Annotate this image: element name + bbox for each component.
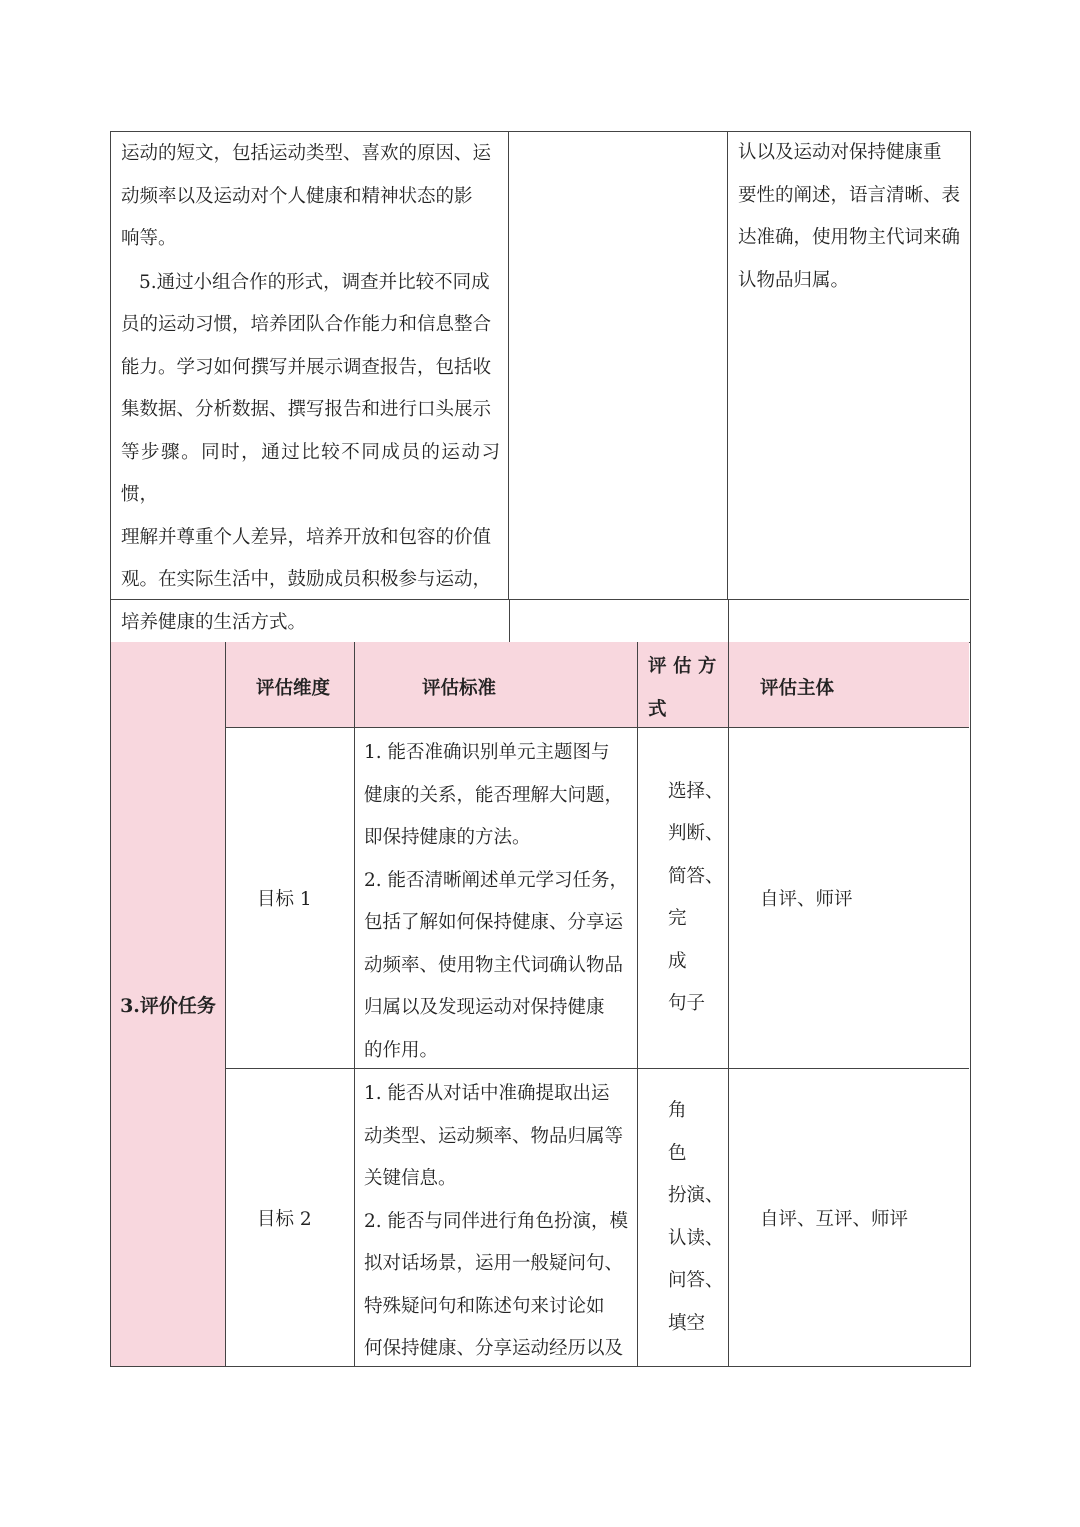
subject-cell: 自评、师评 xyxy=(729,728,969,1069)
cell-divider xyxy=(509,600,510,642)
standard-cell xyxy=(355,728,638,1069)
method-text: 选择、 判断、 简答、 完成 句子 xyxy=(668,780,724,1014)
section-label: 3.评价任务 xyxy=(120,994,216,1017)
criteria-paragraph: 认以及运动对保持健康重 要性的阐述，语言清晰、表 达准确，使用物主代词来确 认物品归属。 xyxy=(738,142,961,291)
content-paragraph: 运动的短文，包括运动类型、喜欢的原因、运 动频率以及运动对个人健康和精神状态的影 响等。 xyxy=(121,143,492,249)
content-paragraph-5: 5.通过小组合作的形式，调查并比较不同成 员的运动习惯，培养团队合作能力和信息整合 能力。学习如何撰写并展示调查报告，包括收 集数据、分析数据、撰写报告和进行口头展示 等步骤。同时，通过比较不同成员的运动习惯， 理解并尊重个人差异，培养开放和包容的价值 观。在实际生活中，鼓励成员积极参与运动， 培养健康的生活方式。 xyxy=(121,271,500,633)
method-cell xyxy=(638,728,729,1069)
evaluation-table xyxy=(110,642,971,1367)
header-method: 评 估 方 式 xyxy=(638,642,729,728)
section-label-cell xyxy=(111,642,226,1366)
continuation-table xyxy=(110,131,971,643)
criteria-cell xyxy=(728,132,969,599)
cell-divider xyxy=(728,600,729,642)
method-text: 角色 扮演、 认读、 问答、 填空 xyxy=(668,1100,724,1334)
standard-cell xyxy=(355,1069,638,1366)
standard-text: 1. 能否准确识别单元主题图与 健康的关系，能否理解大问题， 即保持健康的方法。 2. 能否清晰阐述单元学习任务， 包括了解如何保持健康、分享运 动频率、使用物主代词确认物品 归属以及发现运动对保持健康 的作用。 xyxy=(364,742,629,1061)
header-dimension: 评估维度 xyxy=(226,642,355,728)
dimension-cell: 目标 1 xyxy=(226,728,355,1069)
standard-text: 1. 能否从对话中准确提取出运 动类型、运动频率、物品归属等 关键信息。 2. 能否与同伴进行角色扮演，模 拟对话场景，运用一般疑问句、 特殊疑问句和陈述句来讨论如 何保持健康、分享运动经历以及 xyxy=(364,1083,629,1359)
header-standard: 评估标准 xyxy=(355,642,638,728)
empty-cell xyxy=(509,132,728,599)
header-subject: 评估主体 xyxy=(729,642,969,728)
method-cell xyxy=(638,1069,729,1366)
dimension-cell: 目标 2 xyxy=(226,1069,355,1366)
subject-cell: 自评、互评、师评 xyxy=(760,1208,909,1230)
content-cell xyxy=(111,132,509,633)
empty-row xyxy=(111,599,969,641)
